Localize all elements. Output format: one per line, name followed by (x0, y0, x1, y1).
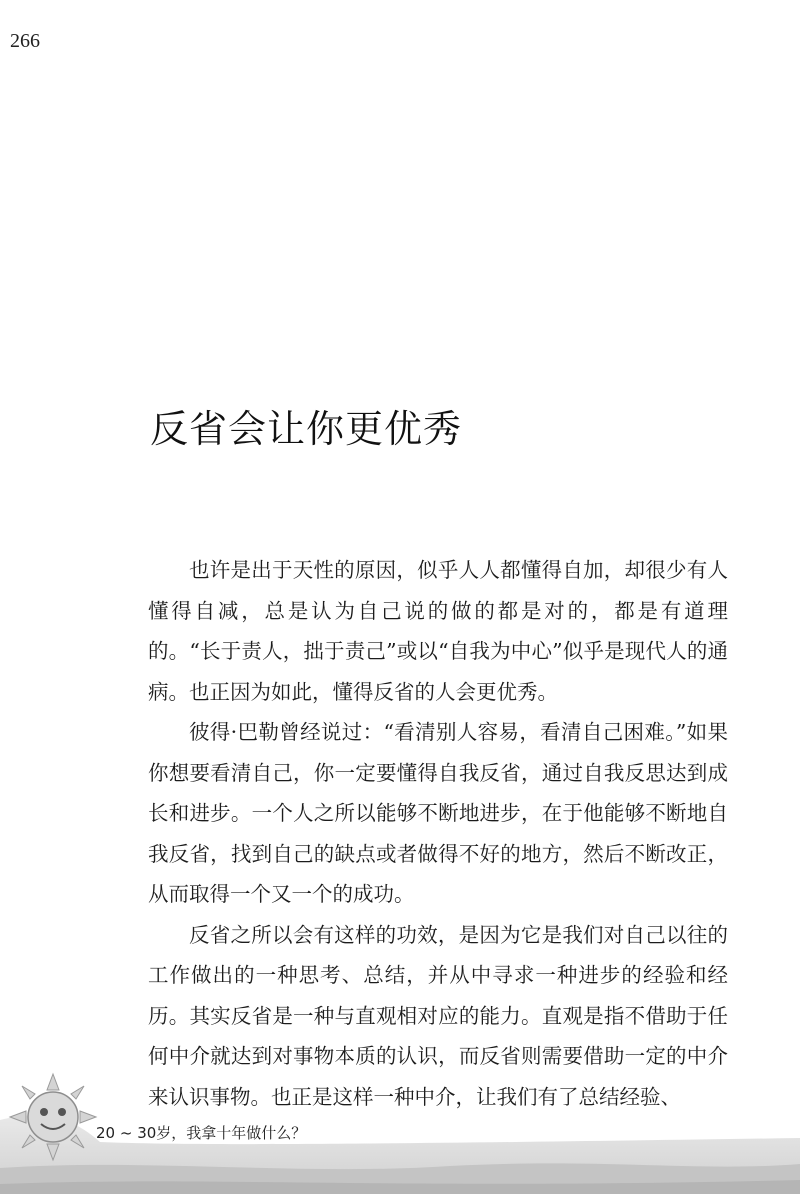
paragraph: 彼得·巴勒曾经说过：“看清别人容易，看清自己困难。”如果你想要看清自己，你一定要懂得自我反省，通过自我反思达到成长和进步。一个人之所以能够不断地进步，在于他能够不断地自我反省，找到自己的缺点或者做得不好的地方，然后不断改正，从而取得一个又一个的成功。 (148, 720, 728, 906)
paragraph: 反省之所以会有这样的功效，是因为它是我们对自己以往的工作做出的一种思考、总结，并从中寻求一种进步的经验和经历。其实反省是一种与直观相对应的能力。直观是指不借助于任何中介就达到对事物本质的认识，而反省则需要借助一定的中介来认识事物。也正是这样一种中介，让我们有了总结经验、 (148, 922, 728, 1109)
chapter-title: 反省会让你更优秀 (150, 407, 463, 451)
page-number: 266 (10, 30, 40, 52)
body-text (148, 550, 728, 1117)
footer-book-title: 20 ~ 30岁，我拿十年做什么？ (96, 1124, 307, 1142)
paragraph: 也许是出于天性的原因，似乎人人都懂得自加，却很少有人懂得自减，总是认为自己说的做的都是对的，都是有道理的。“长于责人，拙于责己”或以“自我为中心”似乎是现代人的通病。也正因为如此，懂得反省的人会更优秀。 (148, 558, 728, 704)
smiling-sun-icon (8, 1072, 98, 1162)
